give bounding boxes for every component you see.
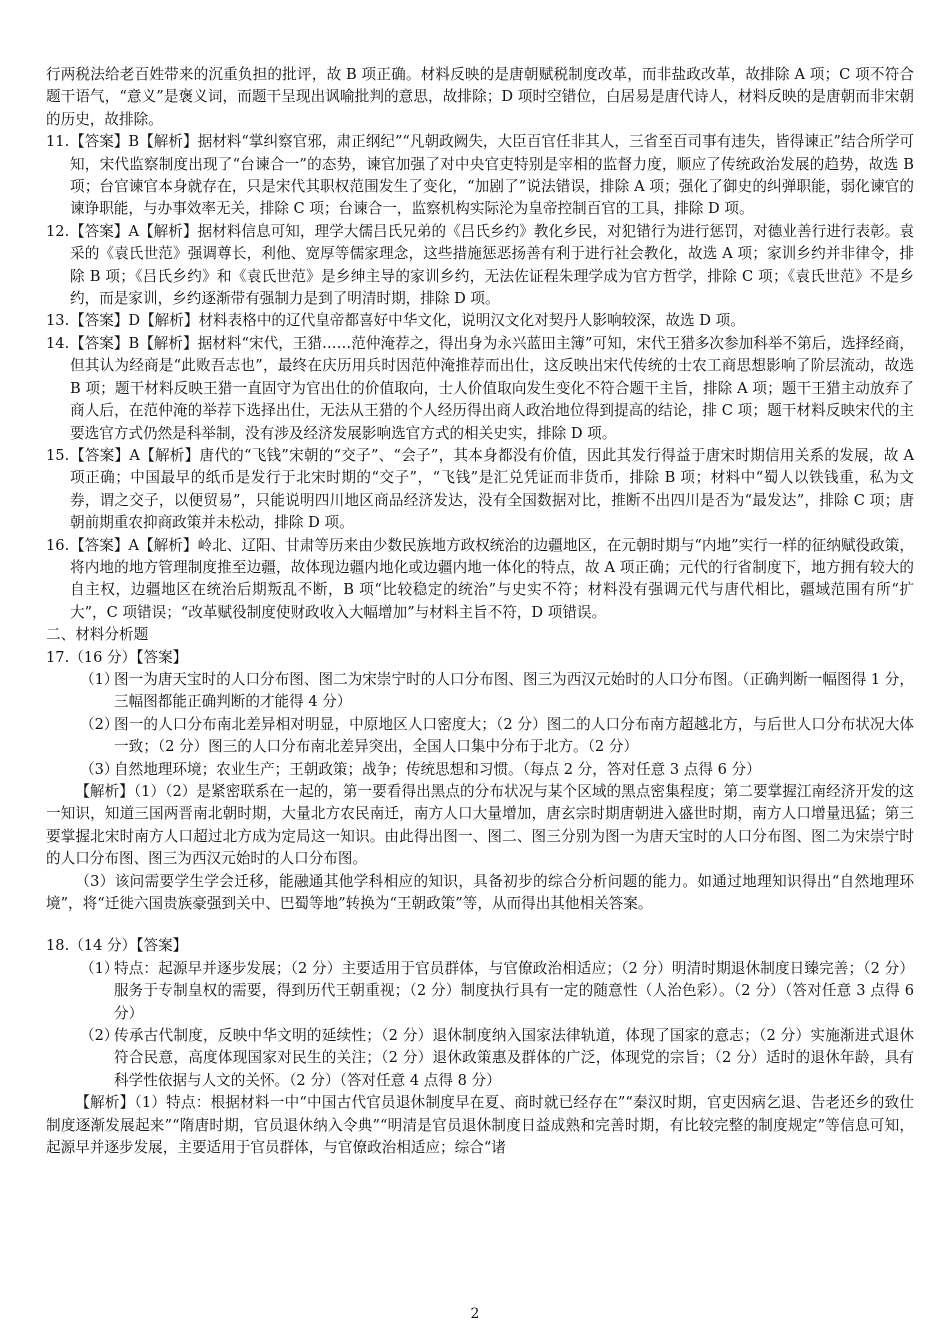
question-answer-text: 【答案】A【解析】岭北、辽阳、甘肃等历来由少数民族地方政权统治的边疆地区，在元朝时期与“内地”实行一样的征纳赋役政策，将内地的地方管理制度推至边疆，故体现边疆内地化或边疆内地一体化的特点，故 A 项正确；元代的行省制度下，地方拥有较大的自主权，边疆地区在统治后期叛乱不断，B 项“比较稳定的统治”与史实不符；材料没有强调元代与唐代相比，疆域范围有所“扩大”，C 项错误；“改革赋役制度使财政收入大幅增加”与材料主旨不符，D 项错误。 — [70, 536, 914, 621]
question-number: 16. — [46, 536, 70, 554]
question-15 — [46, 445, 914, 535]
item-text: 自然地理环境；农业生产；王朝政策；战争；传统思想和习惯。（每点 2 分，答对任意 3 点得 6 分） — [114, 760, 761, 778]
question-answer-text: 【答案】B【解析】据材料“宋代，王猎……范仲淹荐之，得出身为永兴蓝田主簿”可知，宋代王猎多次参加科举不第后，选择经商，但其认为经商是“此败吾志也”，最终在庆历用兵时因范仲淹推荐而出仕，这反映出宋代传统的士农工商思想影响了阶层流动，故选 B 项；题干材料反映王猎一直固守为官出仕的价值取向，士人价值取向发生变化不符合题干主旨，排除 A 项；题干王猎主动放弃了商人后，在范仲淹的举荐下选择出仕，无法从王猎的个人经历得出商人政治地位得到提高的结论，排 C 项；题干材料反映宋代的主要选官方式仍然是科举制，没有涉及经济发展影响选官方式的相关史实，排除 D 项。 — [70, 334, 914, 442]
item-number: （1） — [80, 959, 119, 977]
question-number: 14. — [46, 334, 70, 352]
item-number: （2） — [80, 1027, 119, 1045]
item-number: （3） — [80, 760, 119, 778]
question-17-item-1 — [46, 669, 914, 714]
question-16 — [46, 535, 914, 625]
question-number: 11. — [46, 133, 70, 151]
question-answer-text: 【答案】A【解析】据材料信息可知，理学大儒吕氏兄弟的《吕氏乡约》教化乡民，对犯错行为进行惩罚，对德业善行进行表彰。袁采的《袁氏世范》强调尊长，利他、宽厚等儒家理念，这些措施惩恶扬善有利于进行社会教化，故选 A 项；家训乡约并非律令，排除 B 项；《吕氏乡约》和《袁氏世范》是乡绅主导的家训乡约，无法佐证程朱理学成为官方哲学，排除 C 项；《袁氏世范》不是乡约，而是家训，乡约逐渐带有强制力是到了明清时期，排除 D 项。 — [70, 222, 914, 308]
question-number: 12. — [46, 222, 70, 240]
item-text: 图一为唐天宝时的人口分布图、图二为宋崇宁时的人口分布图、图三为西汉元始时的人口分布图。（正确判断一幅图得 1 分，三幅图都能正确判断的才能得 4 分） — [114, 670, 914, 711]
question-14 — [46, 333, 914, 445]
item-text: 特点：起源早并逐步发展；（2 分）主要适用于官员群体，与官僚政治相适应；（2 分）明清时期退休制度日臻完善；（2 分）服务于专制皇权的需要，得到历代王朝重视；（2 分）制度执行具有一定的随意性（人治色彩）。（2 分）（答对任意 3 点得 6 分） — [114, 959, 914, 1022]
question-17-analysis-2: （3）该问需要学生学会迁移，能融通其他学科相应的知识，具备初步的综合分析问题的能力。如通过地理知识得出“自然地理环境”，将“迁徙六国贵族豪强到关中、巴蜀等地”转换为“王朝政策”等，从而得出其他相关答案。 — [46, 872, 914, 913]
question-11 — [46, 131, 914, 221]
question-17-heading: 17.（16 分）【答案】 — [46, 648, 188, 666]
question-12 — [46, 221, 914, 311]
item-number: （1） — [80, 670, 119, 688]
question-number: 13. — [46, 312, 70, 330]
continued-paragraph: 行两税法给老百姓带来的沉重负担的批评，故 B 项正确。材料反映的是唐朝赋税制度改革，而非盐政改革，故排除 A 项；C 项不符合题干语气，“意义”是褒义词，而题干呈现出讽喻批判的意思，故排除；D 项时空错位，白居易是唐代诗人，材料反映的是唐朝而非宋朝的历史，故排除。 — [46, 66, 914, 128]
question-18-item-2 — [46, 1025, 914, 1092]
question-17-analysis-1: 【解析】（1）（2）是紧密联系在一起的，第一要看得出黑点的分布状况与某个区域的黑点密集程度；第二要掌握江南经济开发的这一知识，知道三国两晋南北朝时期，大量北方农民南迁，南方人口大量增加，唐玄宗时期唐朝进入盛世时期，南方人口增量迅猛；第三要掌握北宋时南方人口超过北方成为定局这一知识。由此得出图一、图二、图三分别为图一为唐天宝时的人口分布图、图二为宋崇宁时的人口分布图、图三为西汉元始时的人口分布图。 — [46, 783, 914, 868]
item-number: （2） — [80, 715, 119, 733]
question-17-item-2 — [46, 714, 914, 759]
section-heading: 二、材料分析题 — [46, 626, 149, 644]
page-number: 2 — [470, 1306, 480, 1322]
item-text: 图一的人口分布南北差异相对明显，中原地区人口密度大；（2 分）图二的人口分布南方超越北方，与后世人口分布状况大体一致；（2 分）图三的人口分布南北差异突出，全国人口集中分布于北方。（2 分） — [114, 715, 914, 756]
question-number: 15. — [46, 446, 70, 464]
spacer — [46, 915, 914, 935]
question-18-analysis: 【解析】（1）特点：根据材料一中“中国古代官员退休制度早在夏、商时就已经存在”“秦汉时期，官吏因病乞退、告老还乡的致仕制度逐渐发展起来”“隋唐时期，官员退休纳入令典”“明清是官员退休制度日益成熟和完善时期，有比较完整的制度规定”等信息可知，起源早并逐步发展，主要适用于官员群体，与官僚政治相适应；综合“诸 — [46, 1094, 914, 1157]
question-18-heading: 18.（14 分）【答案】 — [46, 937, 188, 955]
question-answer-text: 【答案】D【解析】材料表格中的辽代皇帝都喜好中华文化，说明汉文化对契丹人影响较深，故选 D 项。 — [70, 312, 745, 330]
question-17-item-3 — [46, 759, 914, 781]
question-answer-text: 【答案】B【解析】据材料“掌纠察官邪，肃正纲纪”“凡朝政阙失，大臣百官任非其人，三省至百司事有违失，皆得谏正”结合所学可知，宋代监察制度出现了“台谏合一”的态势，谏官加强了对中央官吏特别是宰相的监督力度，顺应了传统政治发展的趋势，故选 B 项；台官谏官本身就存在，只是宋代其职权范围发生了变化，“加剧了”说法错误，排除 A 项；强化了御史的纠弹职能，弱化谏官的谏诤职能，与办事效率无关，排除 C 项；台谏合一，监察机构实际沦为皇帝控制百官的工具，排除 D 项。 — [70, 133, 914, 218]
document-page — [46, 64, 914, 1160]
question-13 — [46, 310, 914, 332]
item-text: 传承古代制度，反映中华文明的延续性；（2 分）退休制度纳入国家法律轨道，体现了国家的意志；（2 分）实施渐进式退休符合民意，高度体现国家对民生的关注；（2 分）退休政策惠及群体的广泛，体现党的宗旨；（2 分）适时的退休年龄，具有科学性依据与人文的关怀。（2 分）（答对任意 4 点得 8 分） — [114, 1027, 914, 1089]
question-18-item-1 — [46, 958, 914, 1025]
question-answer-text: 【答案】A【解析】唐代的“飞钱”宋朝的“交子”、“会子”，其本身都没有价值，因此其发行得益于唐宋时期信用关系的发展，故 A 项正确；中国最早的纸币是发行于北宋时期的“交子”，“飞钱”是汇兑凭证而非货币，排除 B 项；材料中“蜀人以铁钱重，私为文券，谓之交子，以便贸易”，只能说明四川地区商品经济发达，没有全国数据对比，推断不出四川是否为“最发达”，排除 C 项；唐朝前期重农抑商政策并未松动，排除 D 项。 — [70, 446, 914, 532]
